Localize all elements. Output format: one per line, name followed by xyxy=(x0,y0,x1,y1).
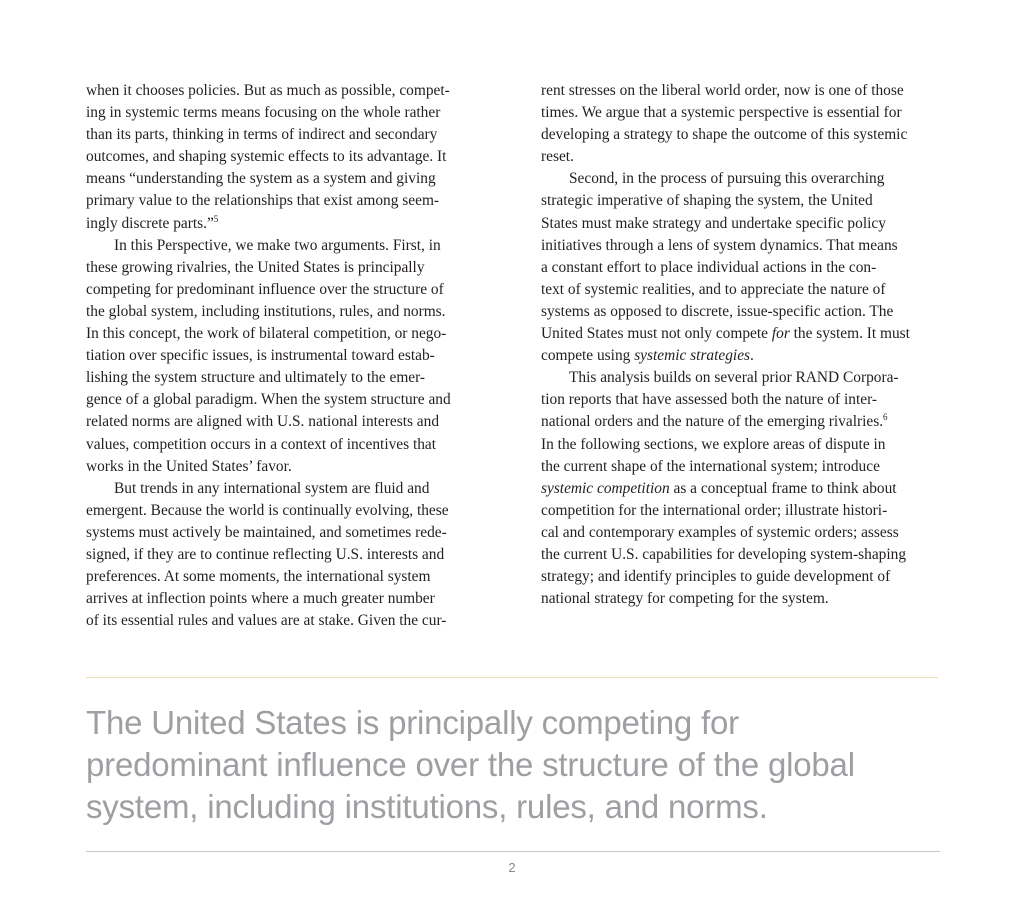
line-text: This analysis builds on several prior RAND Corpora- xyxy=(569,369,899,387)
text-line xyxy=(86,301,486,323)
text-line xyxy=(86,257,486,279)
text-line xyxy=(86,345,486,367)
footer-divider xyxy=(86,851,940,852)
left-text-column xyxy=(86,80,486,632)
text-line xyxy=(541,146,941,168)
text-line xyxy=(86,478,486,500)
line-text: national orders and the nature of the emerging rivalries. xyxy=(541,413,884,431)
text-line xyxy=(86,456,486,478)
line-text: a constant effort to place individual actions in the con- xyxy=(541,258,877,276)
line-text: lishing the system structure and ultimately to the emer- xyxy=(86,369,426,387)
line-text: rent stresses on the liberal world order, now is one of those xyxy=(541,82,904,99)
text-line xyxy=(86,566,486,588)
right-text-column xyxy=(541,80,941,610)
line-text: ingly discrete parts.” xyxy=(86,214,214,232)
text-line xyxy=(86,80,486,102)
line-text: signed, if they are to continue reflecting U.S. interests and xyxy=(86,545,445,563)
line-text: values, competition occurs in a context of incentives that xyxy=(86,435,437,453)
pull-quote-line: system, including institutions, rules, and norms. xyxy=(86,788,768,825)
text-line xyxy=(86,213,486,235)
text-line xyxy=(86,610,486,632)
text-line xyxy=(541,257,941,279)
text-line xyxy=(86,323,486,345)
pull-quote-line: predominant influence over the structure of the global xyxy=(86,746,855,783)
text-line xyxy=(86,124,486,146)
text-line xyxy=(86,190,486,212)
line-text: systems must actively be maintained, and sometimes rede- xyxy=(86,523,447,541)
line-text: as a conceptual frame to think about xyxy=(669,479,897,497)
text-line xyxy=(86,411,486,433)
text-line xyxy=(86,367,486,389)
text-line xyxy=(541,345,941,367)
line-text: national strategy for competing for the system. xyxy=(541,590,829,608)
line-text: strategic imperative of shaping the system, the United xyxy=(541,192,873,210)
text-line xyxy=(541,500,941,522)
line-text: these growing rivalries, the United States is principally xyxy=(86,258,425,276)
text-line xyxy=(541,80,941,102)
text-line xyxy=(541,323,941,345)
line-text: tiation over specific issues, is instrumental toward estab- xyxy=(86,347,435,365)
line-text: tion reports that have assessed both the nature of inter- xyxy=(541,391,878,409)
line-text: In the following sections, we explore areas of dispute in xyxy=(541,435,886,453)
line-text: the global system, including institutions, rules, and norms. xyxy=(86,302,446,320)
line-text: the system. It must xyxy=(789,325,910,343)
text-line xyxy=(541,367,941,389)
text-line xyxy=(86,522,486,544)
footnote-marker[interactable]: 6 xyxy=(883,412,888,423)
line-text: the current U.S. capabilities for developing system-shaping xyxy=(541,545,907,563)
line-text: than its parts, thinking in terms of indirect and secondary xyxy=(86,126,438,144)
text-line xyxy=(541,301,941,323)
italic-emphasis: systemic strategies xyxy=(634,347,751,365)
text-line xyxy=(86,389,486,411)
text-line xyxy=(86,500,486,522)
line-text: strategy; and identify principles to guide development of xyxy=(541,568,891,586)
text-line xyxy=(541,190,941,212)
line-text: when it chooses policies. But as much as possible, compet- xyxy=(86,82,450,99)
text-line xyxy=(86,544,486,566)
text-line xyxy=(541,456,941,478)
line-text: developing a strategy to shape the outcome of this systemic xyxy=(541,126,908,144)
line-text: United States must not only compete xyxy=(541,325,772,343)
text-line xyxy=(541,102,941,124)
line-text: works in the United States’ favor. xyxy=(86,457,292,475)
text-line xyxy=(541,566,941,588)
text-line xyxy=(541,279,941,301)
italic-emphasis: systemic competition xyxy=(541,479,670,497)
line-text: times. We argue that a systemic perspective is essential for xyxy=(541,104,902,122)
line-text: compete using xyxy=(541,347,635,365)
text-line xyxy=(86,434,486,456)
text-line xyxy=(541,522,941,544)
line-text: related norms are aligned with U.S. national interests and xyxy=(86,413,440,431)
line-text: initiatives through a lens of system dynamics. That means xyxy=(541,236,898,254)
line-text: the current shape of the international system; introduce xyxy=(541,457,880,475)
line-text: means “understanding the system as a system and giving xyxy=(86,170,436,188)
text-line xyxy=(541,168,941,190)
line-text: arrives at inflection points where a much greater number xyxy=(86,590,435,608)
line-text: . xyxy=(750,347,754,365)
text-line xyxy=(86,168,486,190)
line-text: Second, in the process of pursuing this overarching xyxy=(569,170,885,188)
line-text: primary value to the relationships that exist among seem- xyxy=(86,192,440,210)
footnote-marker[interactable]: 5 xyxy=(213,213,219,224)
text-line xyxy=(86,146,486,168)
text-line xyxy=(541,434,941,456)
text-line xyxy=(541,544,941,566)
line-text: outcomes, and shaping systemic effects to its advantage. It xyxy=(86,148,447,166)
line-text: of its essential rules and values are at stake. Given the cur- xyxy=(86,612,447,630)
text-line xyxy=(86,235,486,257)
text-line xyxy=(541,389,941,411)
line-text: States must make strategy and undertake specific policy xyxy=(541,214,886,232)
line-text: ing in systemic terms means focusing on the whole rather xyxy=(86,104,441,122)
text-line xyxy=(541,588,941,610)
pull-quote xyxy=(86,702,938,828)
text-line xyxy=(86,102,486,124)
text-line xyxy=(86,279,486,301)
pull-quote-top-divider xyxy=(86,677,938,678)
line-text: In this Perspective, we make two arguments. First, in xyxy=(114,236,441,254)
line-text: cal and contemporary examples of systemic orders; assess xyxy=(541,523,899,541)
text-line xyxy=(541,478,941,500)
page-number: 2 xyxy=(508,860,516,875)
line-text: In this concept, the work of bilateral competition, or nego- xyxy=(86,325,447,343)
line-text: preferences. At some moments, the international system xyxy=(86,568,431,586)
pull-quote-line: The United States is principally competing for xyxy=(86,704,739,741)
text-line xyxy=(541,213,941,235)
line-text: competition for the international order; illustrate histori- xyxy=(541,501,888,519)
line-text: gence of a global paradigm. When the system structure and xyxy=(86,391,451,409)
italic-emphasis: for xyxy=(771,325,790,343)
text-line xyxy=(541,411,941,433)
text-line xyxy=(86,588,486,610)
line-text: But trends in any international system are fluid and xyxy=(114,479,430,497)
line-text: competing for predominant influence over the structure of xyxy=(86,280,444,298)
line-text: emergent. Because the world is continually evolving, these xyxy=(86,501,449,519)
line-text: text of systemic realities, and to appreciate the nature of xyxy=(541,280,886,298)
line-text: reset. xyxy=(541,148,574,166)
text-line xyxy=(541,235,941,257)
line-text: systems as opposed to discrete, issue-specific action. The xyxy=(541,302,894,320)
text-line xyxy=(541,124,941,146)
